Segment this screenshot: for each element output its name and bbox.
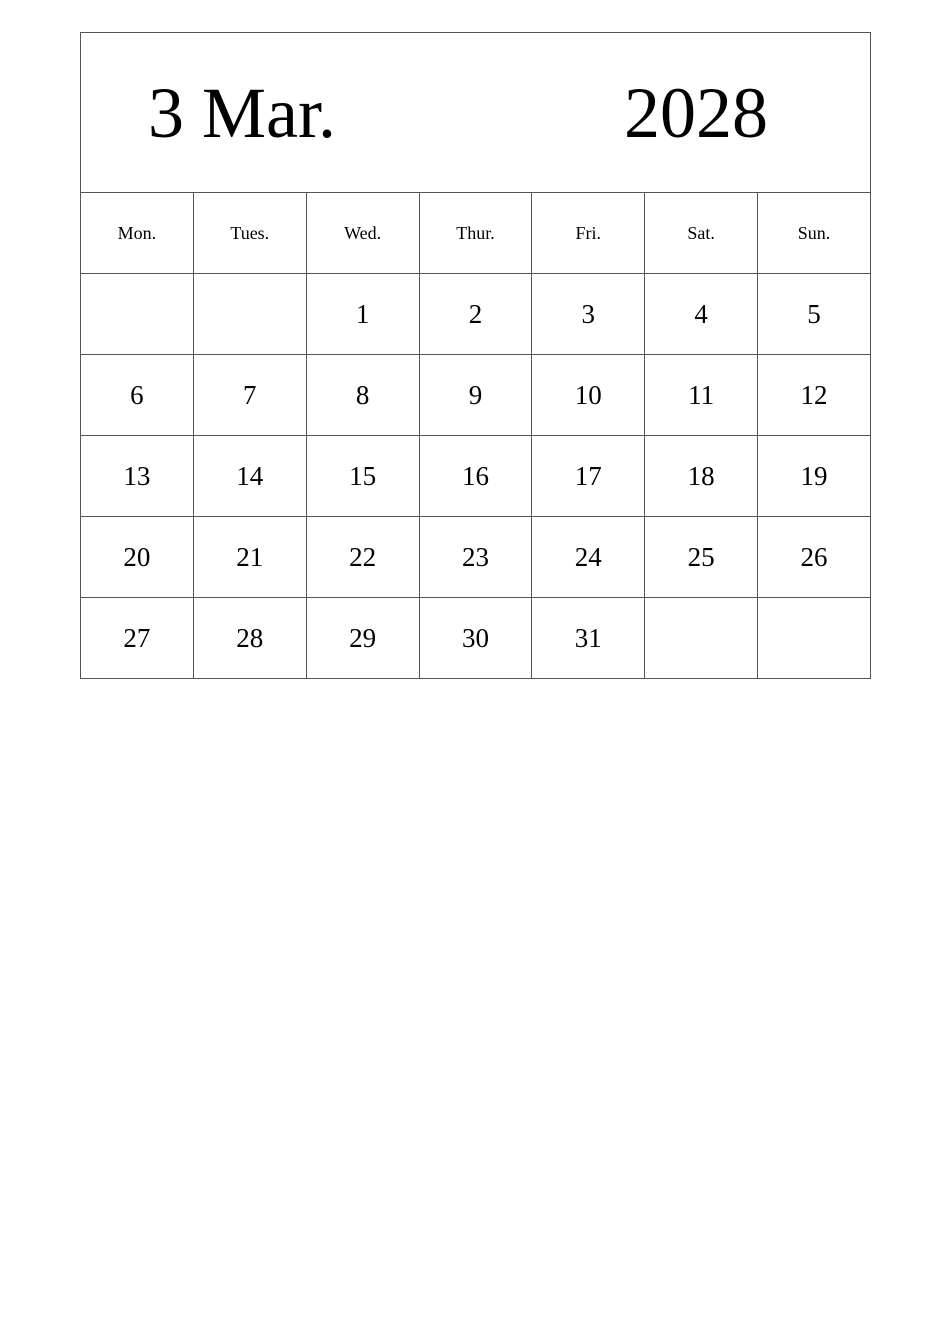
weekday-tue: Tues. — [193, 193, 306, 274]
day-cell: 24 — [532, 517, 645, 598]
weekday-sat: Sat. — [645, 193, 758, 274]
weekday-sun: Sun. — [758, 193, 871, 274]
day-cell: 17 — [532, 436, 645, 517]
day-cell: 31 — [532, 598, 645, 679]
day-cell: 21 — [193, 517, 306, 598]
week-row-1 — [81, 274, 871, 355]
calendar-grid — [80, 32, 871, 679]
day-cell: 23 — [419, 517, 532, 598]
week-row-4 — [81, 517, 871, 598]
day-cell: 2 — [419, 274, 532, 355]
day-cell: 3 — [532, 274, 645, 355]
day-cell: 15 — [306, 436, 419, 517]
day-cell: 13 — [81, 436, 194, 517]
weekday-wed: Wed. — [306, 193, 419, 274]
day-cell: 9 — [419, 355, 532, 436]
week-row-3 — [81, 436, 871, 517]
weekday-thu: Thur. — [419, 193, 532, 274]
day-cell: 22 — [306, 517, 419, 598]
weekday-fri: Fri. — [532, 193, 645, 274]
day-cell: 8 — [306, 355, 419, 436]
day-cell: 16 — [419, 436, 532, 517]
day-cell: 12 — [758, 355, 871, 436]
day-cell — [758, 598, 871, 679]
calendar-title — [81, 33, 871, 193]
day-cell: 19 — [758, 436, 871, 517]
week-row-5 — [81, 598, 871, 679]
calendar-header-row — [81, 33, 871, 193]
day-cell — [645, 598, 758, 679]
day-cell: 6 — [81, 355, 194, 436]
day-cell: 5 — [758, 274, 871, 355]
day-cell: 27 — [81, 598, 194, 679]
day-cell: 7 — [193, 355, 306, 436]
day-cell: 29 — [306, 598, 419, 679]
day-cell: 1 — [306, 274, 419, 355]
day-cell: 18 — [645, 436, 758, 517]
weekday-header-row — [81, 193, 871, 274]
week-row-2 — [81, 355, 871, 436]
day-cell: 11 — [645, 355, 758, 436]
day-cell: 4 — [645, 274, 758, 355]
day-cell: 25 — [645, 517, 758, 598]
weekday-mon: Mon. — [81, 193, 194, 274]
day-cell — [81, 274, 194, 355]
year-title: 2028 — [624, 73, 768, 153]
day-cell: 28 — [193, 598, 306, 679]
day-cell: 20 — [81, 517, 194, 598]
day-cell: 14 — [193, 436, 306, 517]
day-cell: 26 — [758, 517, 871, 598]
day-cell: 30 — [419, 598, 532, 679]
day-cell: 10 — [532, 355, 645, 436]
month-title: 3 Mar. — [148, 73, 336, 153]
day-cell — [193, 274, 306, 355]
